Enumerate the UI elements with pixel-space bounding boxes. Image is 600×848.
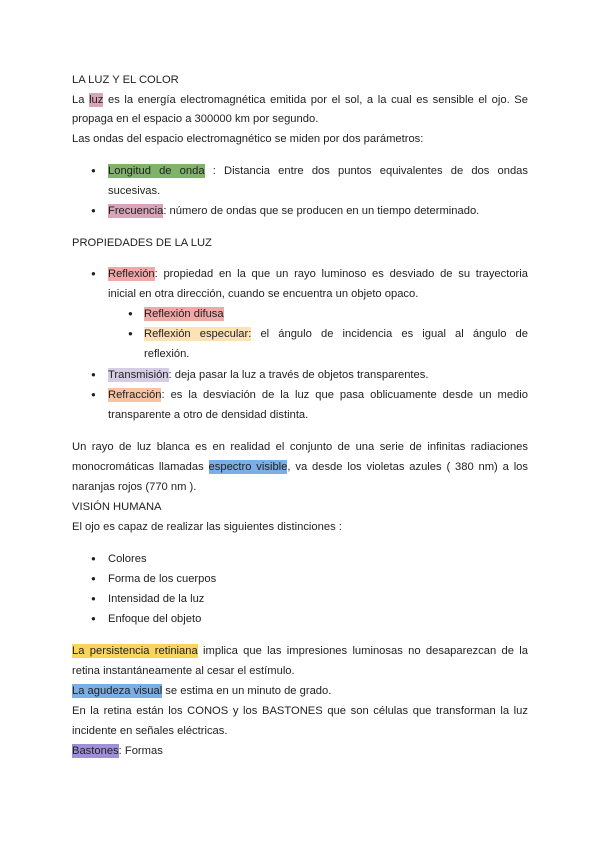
paragraph-luz-line2: propaga en el espacio a 300000 km por segundo. (72, 113, 319, 125)
sublist-item-difusa (144, 306, 528, 322)
heading-propiedades: PROPIEDADES DE LA LUZ (72, 237, 212, 249)
bullet-icon: ● (128, 329, 133, 338)
highlight-transmision: Transmisión (108, 369, 169, 381)
highlight-refraccion: Refracción (108, 389, 162, 401)
list-item: Enfoque del objeto (108, 613, 202, 625)
list-item-reflexion-line2: inicial en otra dirección, cuando se encuentra un objeto opaco. (108, 288, 419, 300)
list-item-refraccion-line2: transparente a otro de densidad distinta. (108, 409, 309, 421)
paragraph-distinciones: El ojo es capaz de realizar las siguientes distinciones : (72, 521, 342, 533)
bullet-icon: ● (91, 206, 96, 215)
highlight-persistencia-retiniana: La persistencia retiniana (72, 645, 198, 657)
bullet-icon: ● (91, 574, 96, 583)
sublist-item-especular-line2: reflexión. (144, 348, 190, 360)
highlight-agudeza-visual: La agudeza visual (72, 685, 163, 697)
heading-luz-color: LA LUZ Y EL COLOR (72, 74, 179, 86)
list-item-frecuencia: Frecuencia: número de ondas que se producen en un tiempo determinado. (108, 205, 480, 217)
paragraph-ondas: Las ondas del espacio electromagnético se miden por dos parámetros: (72, 133, 424, 145)
highlight-reflexion-especular: Reflexión especular: (144, 328, 252, 340)
paragraph-luz-line1: La luz es la energía electromagnética emitida por el sol, a la cual es sensible el ojo. Se (72, 94, 528, 106)
highlight-frecuencia: Frecuencia (108, 205, 164, 217)
paragraph-agudeza: La agudeza visual se estima en un minuto de grado. (72, 685, 332, 697)
list-item-longitud-line2: sucesivas. (108, 185, 161, 197)
paragraph-rayo-line1: Un rayo de luz blanca es en realidad el conjunto de una serie de infinitas radiaciones (72, 441, 528, 453)
paragraph-rayo-line2: monocromáticas llamadas espectro visible, va desde los violetas azules ( 380 nm) a los (72, 461, 529, 473)
bullet-icon: ● (91, 554, 96, 563)
list-item-reflexion: Reflexión: propiedad en la que un rayo luminoso es desviado de su trayectoria (108, 268, 528, 280)
heading-vision-humana: VISIÓN HUMANA (72, 501, 162, 513)
list-item: Intensidad de la luz (108, 593, 205, 605)
list-item-transmision: Transmisión: deja pasar la luz a través de objetos transparentes. (108, 369, 429, 381)
sublist-item-especular: Reflexión especular: el ángulo de incidencia es igual al ángulo de (144, 328, 528, 340)
paragraph-bastones: Bastones: Formas (72, 745, 163, 757)
paragraph-persistencia-line2: retina instantáneamente al cesar el estímulo. (72, 665, 295, 677)
paragraph-retina-line1: En la retina están los CONOS y los BASTONES que son células que transforman la luz (72, 705, 528, 717)
list-item: Forma de los cuerpos (108, 573, 217, 585)
highlight-espectro-visible: espectro visible (208, 461, 288, 473)
highlight-reflexion-difusa: Reflexión difusa (144, 308, 224, 320)
paragraph-rayo-line3: naranjas rojos (770 nm ). (72, 481, 197, 493)
highlight-bastones: Bastones (72, 745, 119, 757)
paragraph-persistencia-line1: La persistencia retiniana implica que las impresiones luminosas no desaparezcan de la (72, 645, 528, 657)
bullet-icon: ● (91, 390, 96, 399)
list-item-longitud: Longitud de onda : Distancia entre dos puntos equivalentes de dos ondas (108, 165, 528, 177)
bullet-icon: ● (91, 594, 96, 603)
bullet-icon: ● (91, 166, 96, 175)
bullet-icon: ● (91, 370, 96, 379)
bullet-icon: ● (91, 614, 96, 623)
list-item-refraccion: Refracción: es la desviación de la luz que pasa oblicuamente desde un medio (108, 389, 528, 401)
highlight-luz: luz (89, 94, 104, 106)
highlight-longitud-onda: Longitud de onda (108, 165, 205, 177)
bullet-icon: ● (91, 269, 96, 278)
highlight-reflexion: Reflexión (108, 268, 155, 280)
bullet-icon: ● (128, 309, 133, 318)
list-item: Colores (108, 553, 147, 565)
paragraph-retina-line2: incidente en señales eléctricas. (72, 725, 228, 737)
